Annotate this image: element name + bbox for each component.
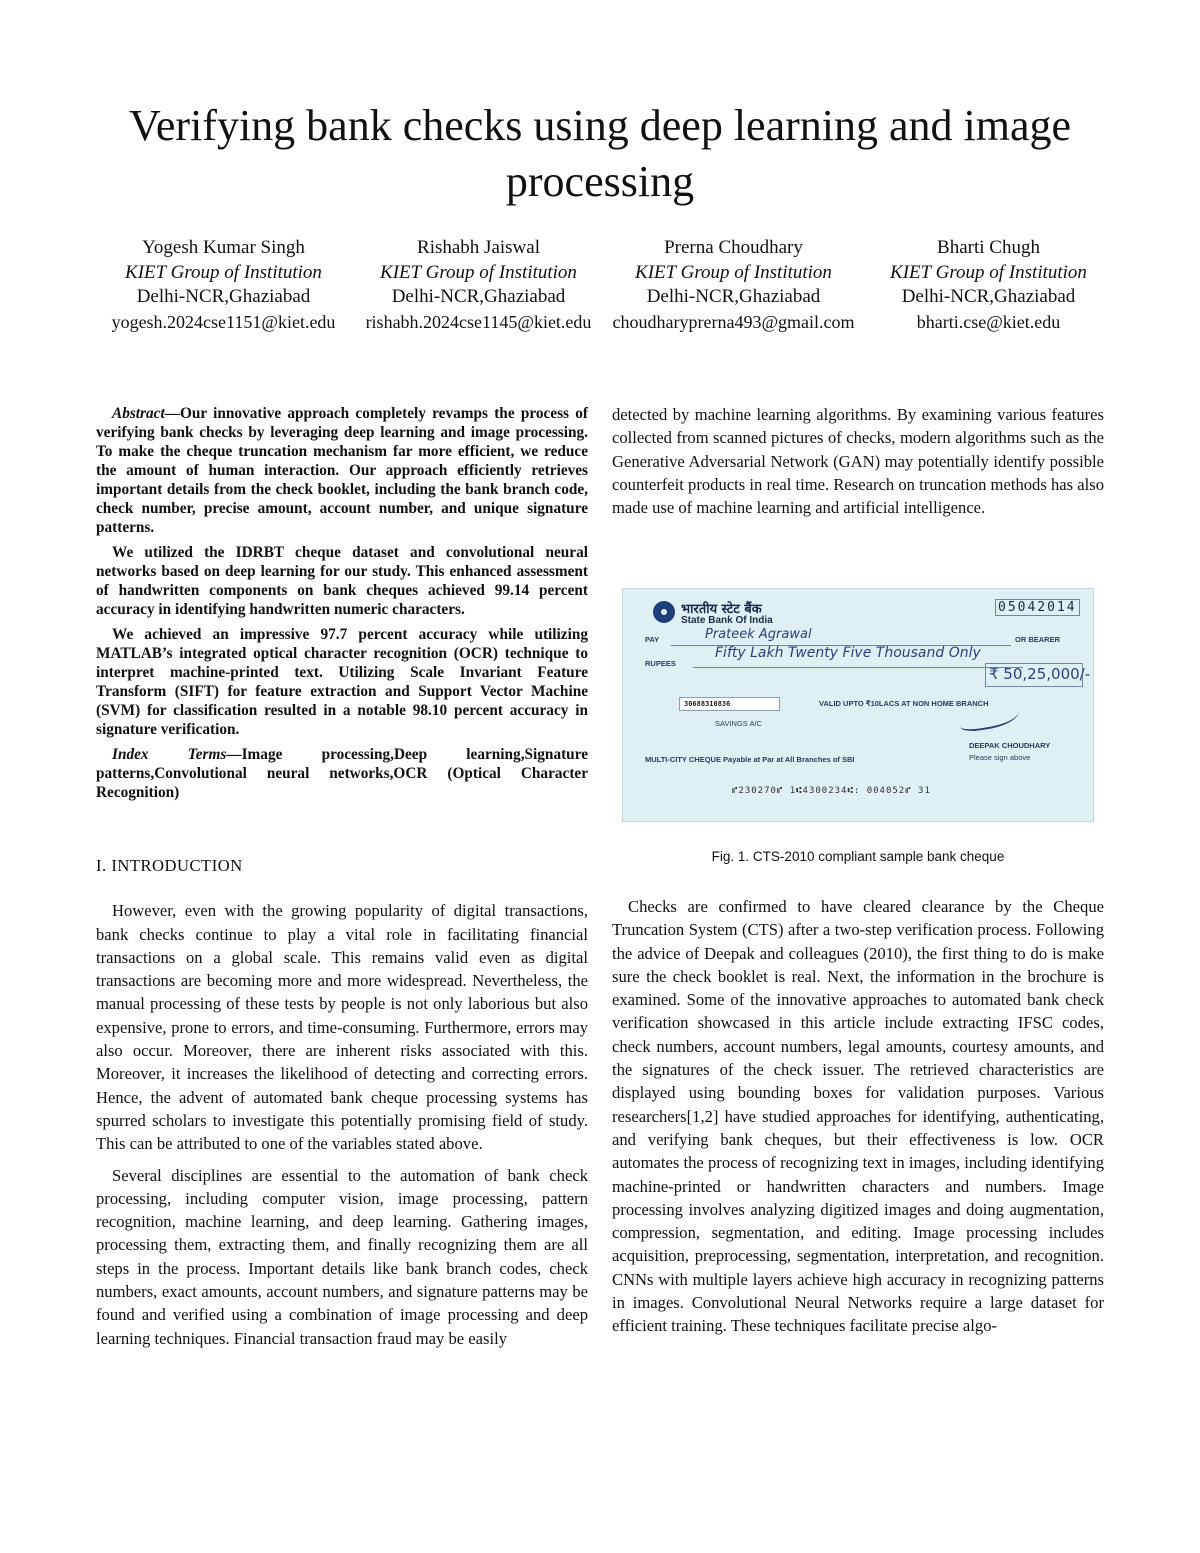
section-heading: I. INTRODUCTION [96, 856, 243, 875]
body-paragraph: Several disciplines are essential to the automation of bank check processing, including computer vision, image processing, pattern recognition, machine learning, and deep learning. Gathering images, processing them, extracting them, and finally recognizing them are all steps in the process. Important details like bank branch codes, check numbers, exact amounts, account numbers, and signature patterns may be found and verified using a combination of image processing and deep learning techniques. Financial transaction fraud may be easily [96, 1165, 588, 1348]
micr-code: ⑈230270⑈ 1⑆4300234⑆: 004052⑈ 31 [732, 786, 931, 796]
author-name: Yogesh Kumar Singh [142, 237, 305, 258]
sbi-logo-icon [653, 601, 675, 623]
author-email: bharti.cse@kiet.edu [916, 311, 1061, 332]
figure-1 [612, 572, 1104, 812]
author-location: Delhi-NCR,Ghaziabad [136, 286, 311, 307]
cheque-date: 05042014 [995, 599, 1080, 616]
author-affiliation: KIET Group of Institution [125, 261, 322, 283]
amount-words-line [693, 667, 1023, 668]
author-name: Rishabh Jaiswal [417, 237, 540, 258]
author-email: rishabh.2024cse1145@kiet.edu [365, 311, 592, 332]
right-column-top [612, 403, 1104, 527]
author-email: choudharyprerna493@gmail.com [612, 311, 855, 332]
cheque-image [612, 572, 1104, 812]
author-location: Delhi-NCR,Ghaziabad [391, 286, 566, 307]
abstract-paragraph: We utilized the IDRBT cheque dataset and convolutional neural networks based on deep learning for our study. This enhanced assessment of handwritten components on bank cheques achieved 99.14 percent accuracy in identifying handwritten numeric characters. [96, 544, 588, 618]
pay-label: PAY [645, 635, 660, 644]
index-terms-label: Index Terms [112, 746, 227, 763]
abstract-label: Abstract [112, 405, 165, 422]
amount-in-figures: ₹ 50,25,000/- [989, 665, 1091, 683]
author-list [96, 236, 1116, 334]
paper-title: Verifying bank checks using deep learning and image processing [128, 101, 1072, 206]
body-paragraph: However, even with the growing popularity of digital transactions, bank checks continue to play a vital role in facilitating financial transactions on a global scale. This remains valid even as digital transactions are becoming more and more widespread. Nevertheless, the manual processing of these tests by people is not only laborious but also expensive, prone to errors, and time-consuming. Furthermore, errors may also occur. Moreover, there are inherent risks associated with this. Moreover, it increases the likelihood of detecting and correcting errors. Hence, the advent of automated bank cheque processing systems has spurred scholars to investigate this potentially promising field of study. This can be attributed to one of the variables stated above. [96, 901, 588, 1154]
savings-label: SAVINGS A/C [715, 719, 762, 728]
author-affiliation: KIET Group of Institution [635, 261, 832, 283]
abstract-paragraph: We achieved an impressive 97.7 percent accuracy while utilizing MATLAB’s integrated optical character recognition (OCR) technique to interpret machine-printed text. Utilizing Scale Invariant Feature Transform (SIFT) for feature extraction and Support Vector Machine (SVM) for classification resulted in a notable 98.10 percent accuracy in signature verification. [96, 626, 588, 738]
bank-name-hindi: भारतीय स्टेट बैंक [681, 602, 762, 617]
introduction-section [96, 854, 588, 1358]
rupees-label: RUPEES [645, 659, 676, 668]
index-terms-text: —Image processing,Deep learning,Signature patterns,Convolutional neural networks,OCR (Optical Character Recognition) [96, 746, 588, 801]
author-affiliation: KIET Group of Institution [890, 261, 1087, 283]
author-name: Prerna Choudhary [664, 237, 803, 258]
author-location: Delhi-NCR,Ghaziabad [646, 286, 821, 307]
abstract-paragraph [96, 404, 588, 537]
author-affiliation: KIET Group of Institution [380, 261, 577, 283]
author-block [606, 236, 861, 334]
bank-name-english: State Bank Of India [681, 615, 773, 626]
author-block [96, 236, 351, 334]
right-column-bottom [612, 895, 1104, 1346]
amount-in-words: Fifty Lakh Twenty Five Thousand Only [715, 645, 981, 661]
figure-caption: Fig. 1. CTS-2010 compliant sample bank cheque [711, 849, 1005, 864]
author-email: yogesh.2024cse1151@kiet.edu [111, 311, 336, 332]
sign-above-label: Please sign above [969, 753, 1031, 762]
valid-upto-text: VALID UPTO ₹10LACS AT NON HOME BRANCH [819, 699, 989, 708]
author-block [351, 236, 606, 334]
author-name: Bharti Chugh [937, 237, 1040, 258]
body-paragraph: detected by machine learning algorithms. By examining various features collected from scanned pictures of checks, modern algorithms such as the Generative Adversarial Network (GAN) may potentially identify possible counterfeit products in real time. Research on truncation methods has also made use of machine learning and artificial intelligence. [612, 405, 1104, 518]
abstract-section [96, 404, 588, 808]
author-block [861, 236, 1116, 334]
or-bearer-label: OR BEARER [1015, 635, 1061, 644]
account-number: 30688310836 [679, 697, 780, 711]
index-terms [96, 745, 588, 802]
multicity-label: MULTI-CITY CHEQUE Payable at Par at All Branches of SBI [645, 755, 855, 764]
author-location: Delhi-NCR,Ghaziabad [901, 286, 1076, 307]
drawer-name: DEEPAK CHOUDHARY [969, 741, 1051, 750]
body-paragraph: Checks are confirmed to have cleared clearance by the Cheque Truncation System (CTS) after a two-step verification process. Following the advice of Deepak and colleagues (2010), the first thing to do is make sure the check booklet is real. Next, the information in the brochure is examined. Some of the innovative approaches to automated bank check verification showcased in this article include extracting IFSC codes, check numbers, account numbers, legal amounts, courtesy amounts, and the signatures of the check issuer. The retrieved characteristics are displayed using bounding boxes for validation purposes. Various researchers[1,2] have studied approaches for identifying, authenticating, and verifying bank cheques, but their effectiveness is low. OCR automates the process of recognizing text in images, including identifying machine-printed or handwritten characters and numbers. Image processing involves analyzing digitized images and doing augmentation, compression, segmentation, and editing. Image processing includes acquisition, preprocessing, segmentation, interpretation, and recognition. CNNs with multiple layers achieve high accuracy in recognizing patterns in images. Convolutional Neural Networks require a large dataset for efficient training. These techniques facilitate precise algo- [612, 897, 1104, 1336]
payee-name: Prateek Agrawal [705, 627, 812, 642]
abstract-text: —Our innovative approach completely revamps the process of verifying bank checks by leveraging deep learning and image processing. To make the cheque truncation mechanism far more efficient, we reduce the amount of human interaction. Our approach efficiently retrieves important details from the check booklet, including the bank branch code, check number, precise amount, account number, and unique signature patterns. [96, 405, 588, 536]
